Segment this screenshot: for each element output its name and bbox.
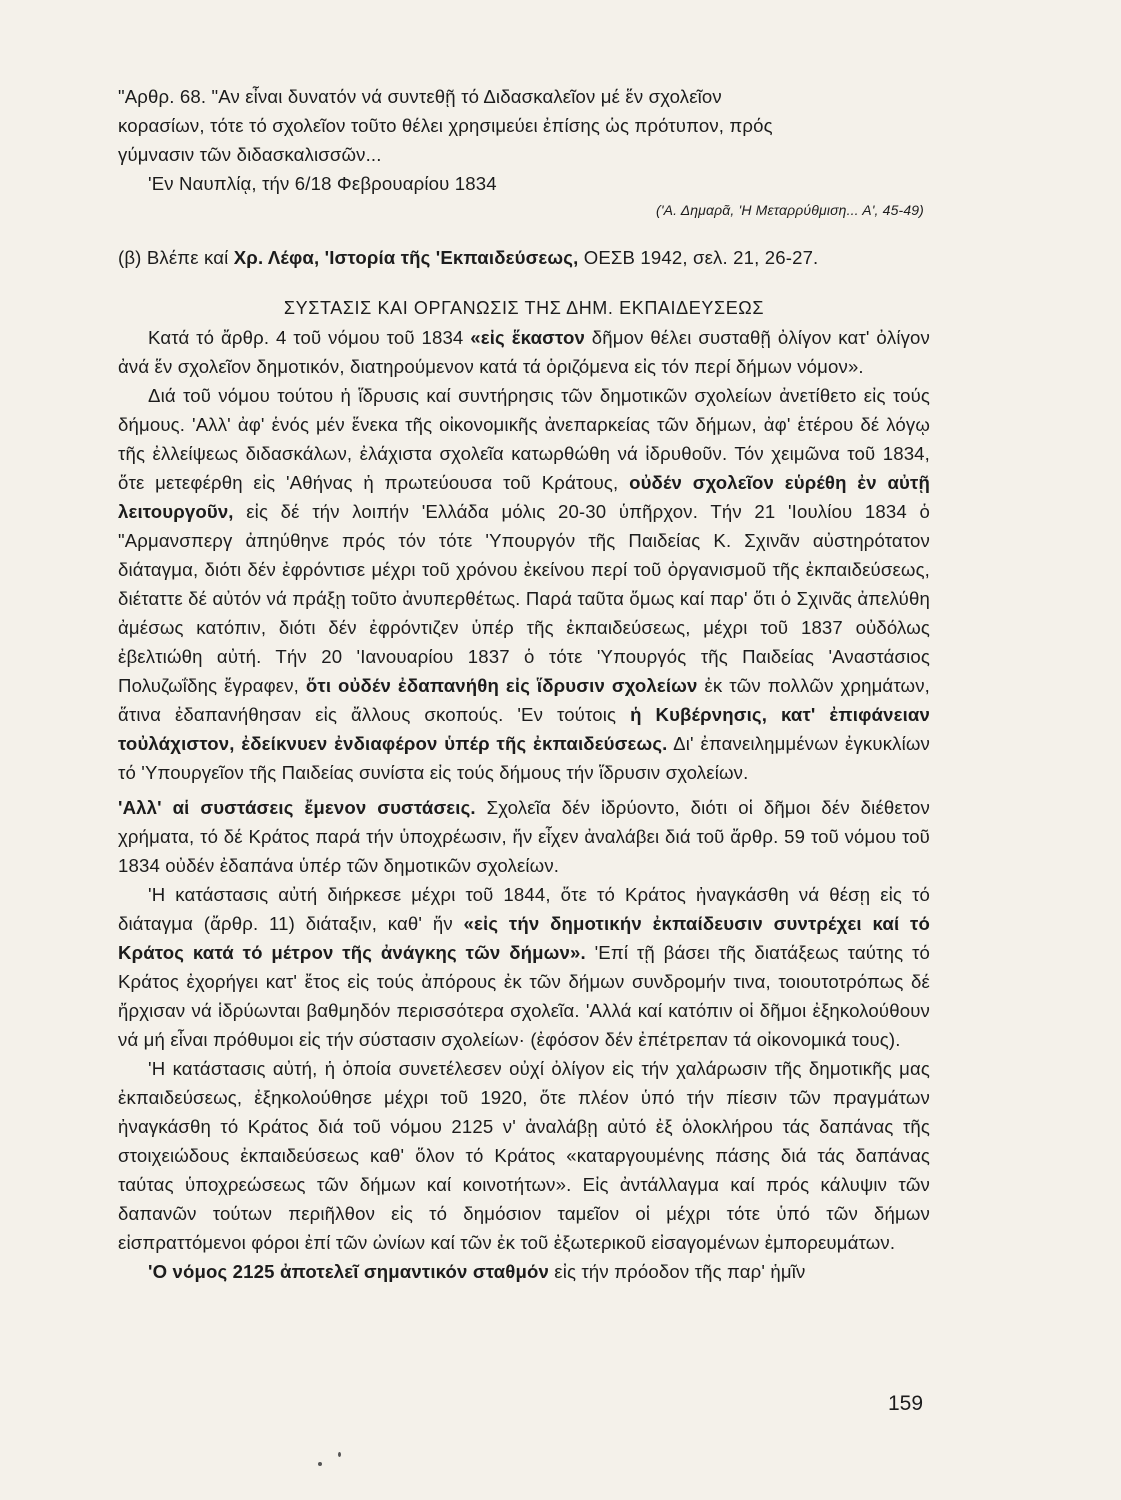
reference-prefix: (β) Βλέπε καί — [118, 247, 234, 268]
reference-b — [118, 243, 930, 272]
section-heading: ΣΥΣΤΑΣΙΣ ΚΑΙ ΟΡΓΑΝΩΣΙΣ ΤΗΣ ΔΗΜ. ΕΚΠΑΙΔΕΥΣΕΩΣ — [283, 298, 765, 318]
source-citation: ('Α. Δημαρᾶ, 'Η Μεταρρύθμιση... Α', 45-49) — [656, 202, 924, 218]
reference-title: Χρ. Λέφα, 'Ιστορία τῆς 'Εκπαιδεύσεως, — [233, 247, 579, 268]
quote-place-date: 'Εν Ναυπλίᾳ, τήν 6/18 Φεβρουαρίου 1834 — [148, 173, 497, 194]
quote-line: γύμνασιν τῶν διδασκαλισσῶν... — [118, 144, 382, 165]
paragraph: 'Η κατάστασις αὐτή διήρκεσε μέχρι τοῦ 1844, ὅτε τό Κράτος ἠναγκάσθη νά θέσῃ εἰς τό διάταγμα (ἄρθρ. 11) διάταξιν, καθ' ἥν «εἰς τήν δημοτικήν ἐκπαίδευσιν συντρέχει καί τό Κράτος κατά τό μέτρον τῆς ἀνάγκης τῶν δήμων». 'Επί τῇ βάσει τῆς διατάξεως ταύτης τό Κράτος ἐχορήγει κατ' ἔτος εἰς τούς ἀπόρους ἐκ τῶν δήμων συνδρομήν τινα, τοιουτοτρόπως δέ ἤρχισαν νά ἱδρύωνται βαθμηδόν περισσότερα σχολεῖα. 'Αλλά καί κατόπιν οἱ δῆμοι ἐξηκολούθουν νά μή εἶναι πρόθυμοι εἰς τήν σύστασιν σχολείων· (ἐφόσον δέν ἐπέτρεπαν τά οἰκονομικά τους). — [118, 884, 930, 1050]
page-number: 159 — [888, 1392, 924, 1415]
print-speck — [338, 1452, 341, 1457]
paragraph: Κατά τό ἄρθρ. 4 τοῦ νόμου τοῦ 1834 «εἰς ἕκαστον δῆμον θέλει συσταθῇ ὀλίγον κατ' ὀλίγον ἀνά ἕν σχολεῖον δημοτικόν, διατηρούμενον κατά τά ὁριζόμενα εἰς τόν περί δήμων νόμον». — [118, 327, 930, 377]
quote-line: κορασίων, τότε τό σχολεῖον τοῦτο θέλει χρησιμεύει ἐπίσης ὡς πρότυπον, πρός — [118, 115, 773, 136]
quote-line: "Αρθρ. 68. "Αν εἶναι δυνατόν νά συντεθῇ τό Διδασκαλεῖον μέ ἕν σχολεῖον — [118, 86, 722, 107]
print-speck — [318, 1462, 322, 1466]
article-68-quote — [118, 82, 930, 222]
reference-details: ΟΕΣΒ 1942, σελ. 21, 26-27. — [578, 247, 819, 268]
paragraph: Διά τοῦ νόμου τούτου ἡ ἵδρυσις καί συντήρησις τῶν δημοτικῶν σχολείων ἀνετίθετο εἰς τούς δήμους. 'Αλλ' ἀφ' ἑνός μέν ἕνεκα τῆς οἰκονομικῆς ἀνεπαρκείας τῶν δήμων, ἀφ' ἑτέρου δέ λόγῳ τῆς ἐλλείψεως διδασκάλων, ἐλάχιστα σχολεῖα κατωρθώθη νά ἱδρυθοῦν. Τόν χειμῶνα τοῦ 1834, ὅτε μετεφέρθη εἰς 'Αθήνας ἡ πρωτεύουσα τοῦ Κράτους, οὐδέν σχολεῖον εὑρέθη ἐν αὐτῇ λειτουργοῦν, εἰς δέ τήν λοιπήν 'Ελλάδα μόλις 20-30 ὑπῆρχον. Τήν 21 'Ιουλίου 1834 ὁ "Αρμανσπεργ ἀπηύθηνε πρός τόν τότε 'Υπουργόν τῆς Παιδείας Κ. Σχινᾶν αὐστηρότατον διάταγμα, διότι δέν ἐφρόντισε μέχρι τοῦ χρόνου ἐκείνου περί τοῦ ὀργανισμοῦ τῆς ἐκπαιδεύσεως, διέταττε δέ αὐτόν νά πράξῃ τοῦτο ἀνυπερθέτως. Παρά ταῦτα ὅμως καί παρ' ὅτι ὁ Σχινᾶς ἀπελύθη ἀμέσως κατόπιν, διότι δέν ἐφρόντιζεν ὑπέρ τῆς ἐκπαιδεύσεως, μέχρι τοῦ 1837 οὐδόλως ἐβελτιώθη αὐτή. Τήν 20 'Ιανουαρίου 1837 ὁ τότε 'Υπουργός τῆς Παιδείας 'Αναστάσιος Πολυζωΐδης ἔγραφεν, ὅτι οὐδέν ἐδαπανήθη εἰς ἵδρυσιν σχολείων ἐκ τῶν πολλῶν χρημάτων, ἅτινα ἐδαπανήθησαν εἰς ἄλλους σκοπούς. 'Εν τούτοις ἡ Κυβέρνησις, κατ' ἐπιφάνειαν τοὐλάχιστον, ἐδείκνυεν ἐνδιαφέρον ὑπέρ τῆς ἐκπαιδεύσεως. Δι' ἐπανειλημμένων ἐγκυκλίων τό 'Υπουργεῖον τῆς Παιδείας συνίστα εἰς τούς δήμους τήν ἵδρυσιν σχολείων. — [118, 385, 930, 783]
paragraph: 'Η κατάστασις αὐτή, ἡ ὁποία συνετέλεσεν οὐχί ὀλίγον εἰς τήν χαλάρωσιν τῆς δημοτικῆς μας ἐκπαιδεύσεως, ἐξηκολούθησε μέχρι τοῦ 1920, ὅτε πλέον ὑπό τήν πίεσιν τῶν πραγμάτων ἠναγκάσθη τό Κράτος διά τοῦ νόμου 2125 ν' ἀναλάβῃ αὐτό ἐξ ὁλοκλήρου τάς δαπάνας τῆς στοιχειώδους ἐκπαιδεύσεως καθ' ὅλον τό Κράτος «καταργουμένης πάσης διά τάς δαπάνας ταύτας ὑποχρεώσεως τῶν δήμων καί κοινοτήτων». Εἰς ἀντάλλαγμα καί πρός κάλυψιν τῶν δαπανῶν τούτων περιῆλθον εἰς τό δημόσιον ταμεῖον οἱ μέχρι τότε ὑπό τῶν δήμων εἰσπραττόμενοι φόροι ἐπί τῶν ὠνίων καί τῶν ἐκ τοῦ ἐξωτερικοῦ εἰσαγομένων ἐμπορευμάτων. — [118, 1058, 930, 1253]
paragraph: 'Αλλ' αἱ συστάσεις ἔμενον συστάσεις. Σχολεῖα δέν ἱδρύοντο, διότι οἱ δῆμοι δέν διέθετον χρήματα, τό δέ Κράτος παρά τήν ὑποχρέωσιν, ἥν εἶχεν ἀναλάβει διά τοῦ ἄρθρ. 59 τοῦ νόμου τοῦ 1834 οὐδέν ἐδαπάνα ὑπέρ τῶν δημοτικῶν σχολείων. — [118, 797, 930, 876]
paragraph: 'Ο νόμος 2125 ἀποτελεῖ σημαντικόν σταθμόν εἰς τήν πρόοδον τῆς παρ' ἡμῖν — [148, 1261, 806, 1282]
main-text — [118, 294, 930, 1286]
